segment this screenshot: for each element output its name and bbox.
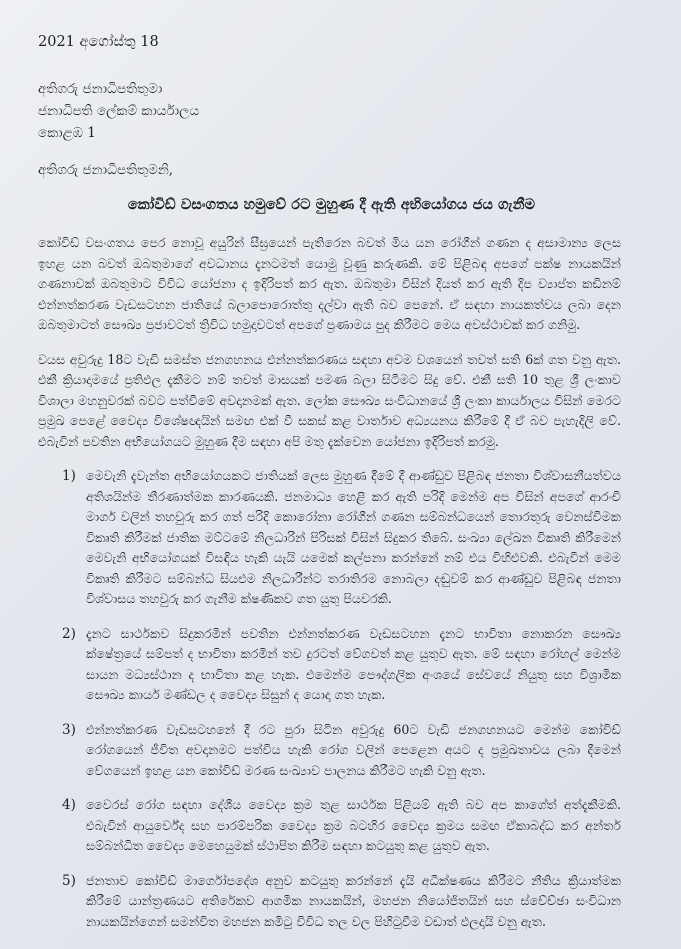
proposal-text: එන්නත්කරණ වැඩසටහනේ දී රට පුරා සිටින අවුරුදු 60ට වැඩි ජනගහනයට මෙන්ම කෝවිඩ් රෝගයෙන් ජීවිත අවදානමට පත්විය හැකි රෝග වලින් පෙළෙන අයට ද ප්‍රමුඛතාවය ලබා දීමෙන් වේගයෙන් ඉහළ යන කෝවිඩ් මරණ සංඛ්‍යාව පාලනය කිරීමට හැකි වනු ඇත. [86, 721, 621, 778]
proposal-text: මෙවැනි දැවැන්ත අභියෝගයකට ජාතියක් ලෙස මුහුණ දීමේ දී ආණ්ඩුව පිළිබඳ ජනතා විශ්වාසනීයත්වය අතිශයින්ම තීරණාත්මක කාරණයකි. ජනමාධ්‍ය හෙළි කර ඇති පරිදි මෙන්ම අප විසින් අපගේ ආරංචි මාර්ග වලින් තහවුරු කර ගත් පරිදි කොරෝනා රෝගීන් ගණන සම්බන්ධයෙන් තොරතුරු වෙනස්වීමක විකෘති කිරීමක් ජාතික මට්ටමේ නිලධාරින් පිරිසක් විසින් සිදුකර තිබේ. සංඛ්‍යා ලේඛන විකෘති කිරීමෙන් මෙවැනි අභියෝගයක් විසඳිය හැකි යැයි යමෙක් කල්පනා කරන්නේ නම් එය විහිළුවකි. එබැවින් මෙම විකෘති කිරීමට සම්බන්ධ සියළුම නිලධාරීන්ට තරාතිරම නොබලා දඬුවම් කර ආණ්ඩුව පිළිබඳ ජනතා විශ්වාසය තහවුරු කර ගැනීම ක්ෂණිකව ගත යුතු පියවරකි. [86, 468, 621, 606]
letter-subject: කෝවිඩ් වසංගතය හමුවේ රට මුහුණ දී ඇති අභියෝගය ජය ගැනීම [127, 196, 536, 213]
proposal-item [62, 871, 621, 933]
body-paragraph: කෝවිඩ් වසංගතය පෙර නොවූ අයුරින් සීඝ්‍රයෙන් පැතිරෙන බවත් මිය යන රෝගීන් ගණන ද අසාමාන්‍ය ලෙස ඉහළ යන බවත් ඔබතුමාගේ අවධානය දැනටමත් යොමු වූණු කරුණකි. මේ පිළිබඳ අපගේ පක්ෂ නායකයින් ගණනාවක් ඔබතුමාට විවිධ යෝජනා ද ඉදිරිපත් කර ඇත. ඔබතුමා විසින් දියත් කර ඇති දිප ව්‍යාප්ත කඩිනම් එන්නත්කරණ වැඩසටහන ජාතියේ බලාපොරොත්තු දල්වා ඇති බව පෙනේ. ඒ සඳහා නායකත්වය ලබා දෙන ඔබතුමාටත් සෞඛ්‍ය ප්‍රජාවටත් ත්‍රිවිධ හමුදාවටත් අපගේ ප්‍රණාමය පුද කිරීමට මෙය අවස්ථාවක් කර ගනිමු. [38, 235, 621, 332]
proposal-list [62, 466, 621, 932]
proposal-number: 2) [62, 625, 76, 642]
addressee-line: කොළඹ 1 [38, 125, 96, 141]
addressee-block [38, 78, 621, 144]
proposal-number: 5) [62, 872, 76, 889]
letter-date: 2021 අගෝස්තු 18 [38, 34, 159, 50]
body-paragraph: වයස අවුරුදු 18ට වැඩි සමස්ත ජනගහනය එන්නත්කරණය සඳහා අවම වශයෙන් තවත් සති 6ක් ගත වනු ඇත. එකී ක්‍රියාදාමයේ ප්‍රතිඵල දැකීමට නම් තවත් මාසයක් පමණ බලා සිටීමට සිදු වේ. එකී සති 10 තුළ ශ්‍රී ලංකාව විශාලා මහනුවරක් බවට පත්වීමේ අවදානමක් ඇත. ලෝක සෞඛ්‍ය සංවිධානයේ ශ්‍රී ලංකා කාර්යාලය විසින් මෙරට ප්‍රමුඛ පෙළේ වෛද්‍ය විශේෂඥයින් සමඟ එක් වී සකස් කළ වාර්තාව අධ්‍යයනය කිරීමේ දී ඒ බව පැහැදිලි වේ. එබැවින් පවතින අභියෝගයට මුහුණ දීම සඳහා අපි මතු දැක්වෙන යෝජනා ඉදිරිපත් කරමු. [38, 351, 621, 449]
proposal-item [62, 624, 621, 706]
salutation: අතිගරු ජනාධිපතිතුමනි, [38, 162, 174, 178]
addressee-line: අතිගරු ජනාධිපතිතුමා [38, 81, 163, 97]
proposal-number: 4) [62, 797, 76, 813]
proposal-text: වෛරස් රෝග සඳහා දේශීය වෛද්‍ය ක්‍රම තුළ සාර්ථක පිළියම් ඇති බව අප කාගේත් අත්දැකීමකි. එබැවින් ආයුර්වේද සහ පාරම්පරික වෛද්‍ය ක්‍රම බටහිර වෛද්‍ය ක්‍රමය සමඟ ඒකාබද්ධ කර අන්තර් සම්බන්ධිත වෛද්‍ය මෙහෙයුමක් ස්ථාපිත කිරීම සඳහා කටයුතු කළ යුතුව ඇත. [86, 797, 621, 853]
proposal-item [62, 720, 621, 782]
proposal-number: 3) [62, 721, 76, 738]
proposal-number: 1) [62, 468, 76, 484]
addressee-line: ජනාධිපති ලේකම් කාර්යාලය [38, 103, 200, 119]
proposal-text: දැනට සාර්ථකව සිදුකරමින් පවතින එන්නත්කරණ වැඩසටහන දැනට භාවිතා නොකරන සෞඛ්‍ය ක්ෂේත්‍රයේ සම්පත් ද භාවිතා කරමින් තව දුරටත් වේගවත් කළ යුතුව ඇත. මේ සඳහා රෝහල් මෙන්ම සායන මධ්‍යස්ථාන ද භාවිතා කළ හැක. එමෙන්ම පෞද්ගලික අංශයේ සේවයේ නියුතු සහ විශ්‍රාමික සෞඛ්‍ය කාර්ය මණ්ඩල ද වෛද්‍ය සිසුන් ද යොදා ගත හැක. [86, 625, 621, 702]
proposal-item [62, 466, 621, 610]
proposal-text: ජනතාව කෝවිඩ් මාර්ගෝපදේශ අනුව කටයුතු කරන්නේ දැයි අධීක්ෂණය කිරීමට නීතිය ක්‍රියාත්මක කිරීමේ යාන්ත්‍රණයට අතිරේකව ආගමික නායකයින්, මහජන නියෝජිතයින් සහ ස්වේච්ඡා සංවිධාන නායකයින්ගෙන් සමන්විත මහජන කමිටු විවිධ තල වල පිහිටුවීම වඩාත් ඵලදායි වනු ඇත. [86, 872, 621, 929]
proposal-item [62, 795, 621, 857]
